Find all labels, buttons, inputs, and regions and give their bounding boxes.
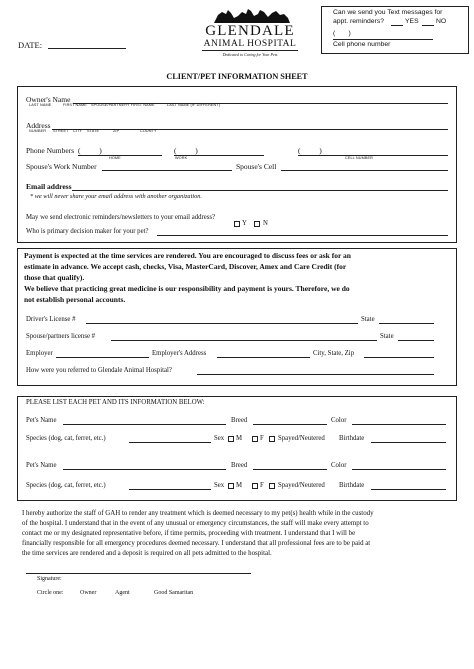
employer-address-field[interactable]	[217, 357, 310, 358]
work-phone-field[interactable]	[174, 155, 264, 156]
owner-name-sub-4: LAST NAME (IF DIFFERENT)	[167, 103, 221, 107]
signature-label: Signature:	[37, 576, 62, 582]
text-question: Can we send you Text messages for	[333, 9, 443, 16]
address-sub-3: CITY	[73, 129, 83, 133]
reminders-question: May we send electronic reminders/newsletters to your email address?	[26, 214, 216, 221]
spouse-license-field[interactable]	[111, 340, 377, 341]
owner-cell-paren: ( )	[298, 146, 322, 155]
phone-sub-cell: CELL NUMBER	[345, 156, 373, 160]
email-note: * we will never share your email address with another organization.	[30, 193, 202, 200]
pet2-birthdate-label: Birthdate	[339, 482, 365, 489]
email-label: Email address	[26, 182, 72, 191]
pet2-species-label: Species (dog, cat, ferret, etc.)	[26, 482, 106, 489]
phone-label: Phone Numbers	[26, 146, 75, 155]
pet2-color-field[interactable]	[352, 469, 446, 470]
authorization-line-2: of the hospital. I understand that in the event of any unusual or emergency circumstances, the staff will make every attempt to	[22, 520, 369, 527]
pet2-male-checkbox[interactable]	[228, 483, 234, 489]
pet2-sex-label: Sex	[214, 482, 225, 489]
pet1-color-field[interactable]	[352, 424, 446, 425]
reminders-no-checkbox[interactable]	[254, 221, 260, 227]
pet2-color-label: Color	[331, 462, 347, 469]
circle-one-label: Circle one:	[37, 590, 64, 596]
decision-maker-field[interactable]	[157, 235, 448, 236]
text-question-2: appt. reminders?	[333, 18, 385, 25]
pet1-breed-field[interactable]	[253, 424, 327, 425]
pet2-male-label: M	[236, 482, 243, 489]
spouse-state-label: State	[380, 333, 394, 340]
logo-name: GLENDALE	[205, 23, 295, 39]
logo-sub: ANIMAL HOSPITAL	[203, 39, 297, 49]
authorization-line-1: I hereby authorize the staff of GAH to render any treatment which is deemed necessary to my pet(s) health while in the custody	[22, 510, 374, 517]
reminders-yes-checkbox[interactable]	[234, 221, 240, 227]
home-phone-paren: ( )	[78, 146, 102, 155]
pet1-name-field[interactable]	[63, 424, 226, 425]
phone-sub-home: HOME	[109, 156, 121, 160]
pet1-species-field[interactable]	[129, 442, 211, 443]
cell-phone-field[interactable]	[333, 39, 433, 40]
address-sub-5: ZIP	[113, 129, 120, 133]
spouse-license-label: Spouse/partners license #	[26, 333, 96, 340]
address-sub-1: NUMBER	[29, 129, 47, 133]
pet2-birthdate-field[interactable]	[371, 489, 446, 490]
pet1-breed-label: Breed	[231, 417, 248, 424]
logo	[190, 6, 310, 66]
pet1-birthdate-field[interactable]	[371, 442, 446, 443]
text-yes-field[interactable]	[391, 25, 403, 26]
spouse-work-field[interactable]	[102, 170, 232, 171]
payment-line-4: We believe that practicing great medicine is our responsibility and payment is yours. Therefore, we do	[24, 284, 350, 293]
referred-label: How were you referred to Glendale Animal Hospital?	[26, 367, 172, 374]
owner-name-sub-2: FIRST NAME	[63, 103, 87, 107]
text-no-label: NO	[436, 18, 447, 25]
address-sub-2: STREET	[53, 129, 69, 133]
date-field[interactable]	[48, 48, 126, 49]
owner-name-sub-1: LAST NAME	[29, 103, 52, 107]
reminders-yes-label: Y	[242, 220, 247, 227]
pet2-species-field[interactable]	[129, 489, 211, 490]
payment-line-2: estimate in advance. We accept cash, checks, Visa, MasterCard, Discover, Amex and Care Credit (for	[24, 262, 347, 271]
pet2-name-field[interactable]	[63, 469, 226, 470]
employer-field[interactable]	[56, 357, 149, 358]
pet1-species-label: Species (dog, cat, ferret, etc.)	[26, 435, 106, 442]
logo-rule	[202, 50, 298, 51]
pet2-name-label: Pet's Name	[26, 462, 57, 469]
pet1-color-label: Color	[331, 417, 347, 424]
authorization-line-5: the time services are rendered and a deposit is required on all pets admitted to the hospital.	[22, 550, 272, 557]
spouse-work-label: Spouse's Work Number	[26, 162, 97, 171]
circle-owner-option[interactable]: Owner	[80, 590, 97, 596]
spouse-cell-label: Spouse's Cell	[236, 162, 277, 171]
drivers-state-label: State	[361, 316, 375, 323]
pet2-breed-label: Breed	[231, 462, 248, 469]
pet1-female-checkbox[interactable]	[252, 436, 258, 442]
animals-silhouette-icon	[212, 6, 292, 24]
pet1-male-checkbox[interactable]	[228, 436, 234, 442]
drivers-state-field[interactable]	[379, 323, 434, 324]
city-state-zip-label: City, State, Zip	[313, 350, 355, 357]
owner-name-sub-3: SPOUSE/PARTNERY FIRST NAME	[91, 103, 155, 107]
owner-name-label: Owner's Name	[26, 95, 71, 104]
owner-cell-field[interactable]	[298, 155, 448, 156]
authorization-line-3: contact me or my designated representative before, if time permits, proceeding with treatment. I understand that I will be	[22, 530, 356, 537]
pet2-spayed-checkbox[interactable]	[269, 483, 275, 489]
email-field[interactable]	[72, 190, 448, 191]
reminders-no-label: N	[263, 220, 268, 227]
text-no-field[interactable]	[422, 25, 434, 26]
payment-line-1: Payment is expected at the time services are rendered. You are encouraged to discuss fees or ask for an	[24, 251, 351, 260]
city-state-zip-field[interactable]	[364, 357, 434, 358]
phone-sub-work: WORK	[175, 156, 188, 160]
pet1-birthdate-label: Birthdate	[339, 435, 365, 442]
cell-area-paren: ( )	[333, 30, 351, 37]
pet1-name-label: Pet's Name	[26, 417, 57, 424]
referred-field[interactable]	[197, 374, 434, 375]
address-field[interactable]	[52, 129, 448, 130]
cell-phone-label: Cell phone number	[333, 41, 391, 48]
authorization-line-4: financially responsible for all emergency procedures deemed necessary. I understand that all professional fees are to be paid at	[22, 540, 371, 547]
page-title: CLIENT/PET INFORMATION SHEET	[166, 72, 308, 81]
pet2-female-checkbox[interactable]	[252, 483, 258, 489]
signature-field[interactable]	[26, 573, 251, 574]
pet1-spayed-label: Spayed/Neutered	[278, 435, 325, 442]
pet1-male-label: M	[236, 435, 243, 442]
drivers-license-label: Driver's License #	[26, 316, 76, 323]
decision-maker-question: Who is primary decision maker for your pet?	[26, 228, 149, 235]
pet1-sex-label: Sex	[214, 435, 225, 442]
employer-label: Employer	[26, 350, 53, 357]
pet2-spayed-label: Spayed/Neutered	[278, 482, 325, 489]
pets-heading: PLEASE LIST EACH PET AND ITS INFORMATION BELOW:	[26, 399, 205, 406]
address-label: Address	[26, 121, 51, 130]
logo-tagline: Dedicated to Caring for Your Pets	[222, 52, 278, 57]
address-sub-6: COUNTY	[140, 129, 157, 133]
text-yes-label: YES	[405, 18, 419, 25]
date-label: DATE:	[18, 40, 43, 50]
payment-line-5: not establish personal accounts.	[24, 295, 126, 304]
pet1-female-label: F	[260, 435, 264, 442]
circle-good-samaritan-option[interactable]: Good Samaritan	[154, 590, 194, 596]
pet1-spayed-checkbox[interactable]	[269, 436, 275, 442]
drivers-license-field[interactable]	[86, 323, 358, 324]
payment-line-3: those that qualify).	[24, 273, 85, 282]
address-sub-4: STATE	[87, 129, 100, 133]
spouse-cell-field[interactable]	[281, 170, 448, 171]
email-note-text: we will never share your email address with another organization.	[34, 193, 202, 200]
pet2-breed-field[interactable]	[253, 469, 327, 470]
employer-address-label: Employer's Address	[152, 350, 207, 357]
pet2-female-label: F	[260, 482, 264, 489]
circle-agent-option[interactable]: Agent	[115, 590, 130, 596]
work-phone-paren: ( )	[174, 146, 198, 155]
spouse-state-field[interactable]	[398, 340, 434, 341]
